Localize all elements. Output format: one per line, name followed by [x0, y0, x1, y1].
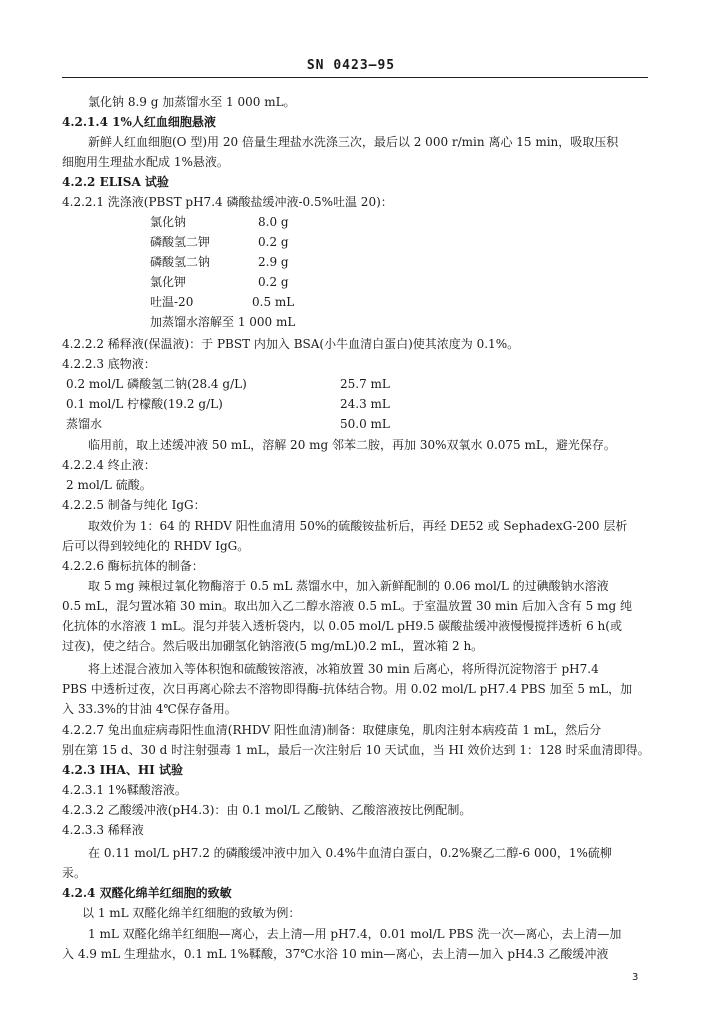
body-line: PBS 中透析过夜，次日再离心除去不溶物即得酶-抗体结合物。用 0.02 mol/L pH7.4 PBS 加至 5 mL，加	[62, 682, 633, 696]
body-line: 1 mL 双醛化绵羊红细胞—离心，去上清—用 pH7.4，0.01 mol/L PBS 洗一次—离心，去上清—加	[88, 927, 622, 941]
body-line: 4.2.2.2 稀释液(保温液)：于 PBST 内加入 BSA(小牛血清白蛋白)使其浓度为 0.1%。	[62, 337, 520, 351]
body-line: 后可以得到较纯化的 RHDV IgG。	[62, 539, 250, 553]
body-line: 4.2.2.5 制备与纯化 IgG：	[62, 498, 206, 512]
body-line: 汞。	[62, 866, 87, 880]
body-line: 4.2.2.7 兔出血症病毒阳性血清(RHDV 阳性血清)制备：取健康兔，肌肉注射本病疫苗 1 mL，然后分	[62, 723, 602, 737]
body-line: 4.2.3.2 乙酸缓冲液(pH4.3)：由 0.1 mol/L 乙酸钠、乙酸溶液按比例配制。	[62, 803, 472, 817]
body-line: 将上述混合液加入等体积饱和硫酸铵溶液，冰箱放置 30 min 后离心，将所得沉淀物溶于 pH7.4	[88, 662, 599, 676]
body-line: 2 mol/L 硫酸。	[66, 478, 152, 492]
reagent-name: 磷酸氢二钾	[150, 235, 211, 249]
body-line: 取效价为 1：64 的 RHDV 阳性血清用 50%的硫酸铵盐析后，再经 DE52 或 SephadexG-200 层析	[88, 519, 628, 533]
body-line: 4.2.3.1 1%鞣酸溶液。	[62, 783, 187, 797]
reagent-amount: 24.3 mL	[340, 397, 390, 411]
reagent-name: 磷酸氢二钠	[150, 255, 211, 269]
body-line: 取 5 mg 辣根过氧化物酶溶于 0.5 mL 蒸馏水中，加入新鲜配制的 0.06 mol/L 的过碘酸钠水溶液	[88, 579, 609, 593]
body-line: 4.2.2.1 洗涤液(PBST pH7.4 磷酸盐缓冲液-0.5%吐温 20)：	[62, 195, 393, 209]
reagent-amount: 25.7 mL	[340, 377, 390, 391]
body-line: 别在第 15 d、30 d 时注射强毒 1 mL，最后一次注射后 10 天试血，当 HI 效价达到 1：128 时采血清即得。	[62, 743, 650, 757]
body-line: 在 0.11 mol/L pH7.2 的磷酸缓冲液中加入 0.4%牛血清白蛋白，0.2%聚乙二醇-6 000，1%硫柳	[88, 846, 612, 860]
reagent-amount: 0.2 g	[258, 275, 289, 289]
section-heading: 4.2.4 双醛化绵羊红细胞的致敏	[62, 886, 232, 900]
section-heading: 4.2.2 ELISA 试验	[62, 175, 169, 189]
reagent-amount: 2.9 g	[258, 255, 289, 269]
body-line: 4.2.2.6 酶标抗体的制备：	[62, 559, 204, 573]
reagent-name: 0.1 mol/L 柠檬酸(19.2 g/L)	[66, 397, 223, 411]
body-line: 化抗体的水溶液 1 mL。混匀并装入透析袋内，以 0.05 mol/L pH9.5 碳酸盐缓冲液慢慢搅拌透析 6 h(或	[62, 619, 622, 633]
page-number: 3	[632, 972, 639, 983]
reagent-amount: 50.0 mL	[340, 417, 390, 431]
body-line: 过夜)，使之结合。然后吸出加硼氢化钠溶液(5 mg/mL)0.2 mL，置冰箱 2 h。	[62, 639, 484, 653]
reagent-name: 蒸馏水	[66, 417, 103, 431]
body-line: 细胞用生理盐水配成 1%悬液。	[62, 155, 229, 169]
body-line: 入 33.3%的甘油 4℃保存备用。	[62, 702, 237, 716]
body-line: 0.5 mL，混匀置冰箱 30 min。取出加入乙二醇水溶液 0.5 mL。于室温放置 30 min 后加入含有 5 mg 纯	[62, 599, 632, 613]
reagent-amount: 8.0 g	[258, 215, 289, 229]
section-heading: 4.2.1.4 1%人红血细胞悬液	[62, 115, 216, 129]
body-line: 新鲜人红血细胞(O 型)用 20 倍量生理盐水洗涤三次，最后以 2 000 r/min 离心 15 min，吸取压积	[88, 135, 619, 149]
body-line: 加蒸馏水溶解至 1 000 mL	[150, 315, 296, 329]
body-line: 以 1 mL 双醛化绵羊红细胞的致敏为例：	[82, 906, 301, 920]
body-line: 氯化钠 8.9 g 加蒸馏水至 1 000 mL。	[88, 95, 296, 109]
header-rule	[62, 77, 648, 78]
body-line: 4.2.2.4 终止液：	[62, 458, 156, 472]
body-line: 入 4.9 mL 生理盐水，0.1 mL 1%鞣酸，37℃水浴 10 min—离心，去上清—加入 pH4.3 乙酸缓冲液	[62, 947, 609, 961]
body-line: 4.2.2.3 底物液：	[62, 357, 156, 371]
reagent-amount: 0.2 g	[258, 235, 289, 249]
reagent-name: 氯化钾	[150, 275, 187, 289]
reagent-name: 0.2 mol/L 磷酸氢二钠(28.4 g/L)	[66, 377, 247, 391]
body-line: 临用前，取上述缓冲液 50 mL，溶解 20 mg 邻苯二胺，再加 30%双氧水 0.075 mL，避光保存。	[88, 438, 616, 452]
body-line: 4.2.3.3 稀释液	[62, 823, 144, 837]
reagent-amount: 0.5 mL	[252, 295, 295, 309]
section-heading: 4.2.3 IHA、HI 试验	[62, 763, 183, 777]
standard-code-header: SN 0423—95	[306, 58, 396, 73]
reagent-name: 氯化钠	[150, 215, 187, 229]
reagent-name: 吐温-20	[150, 295, 194, 309]
